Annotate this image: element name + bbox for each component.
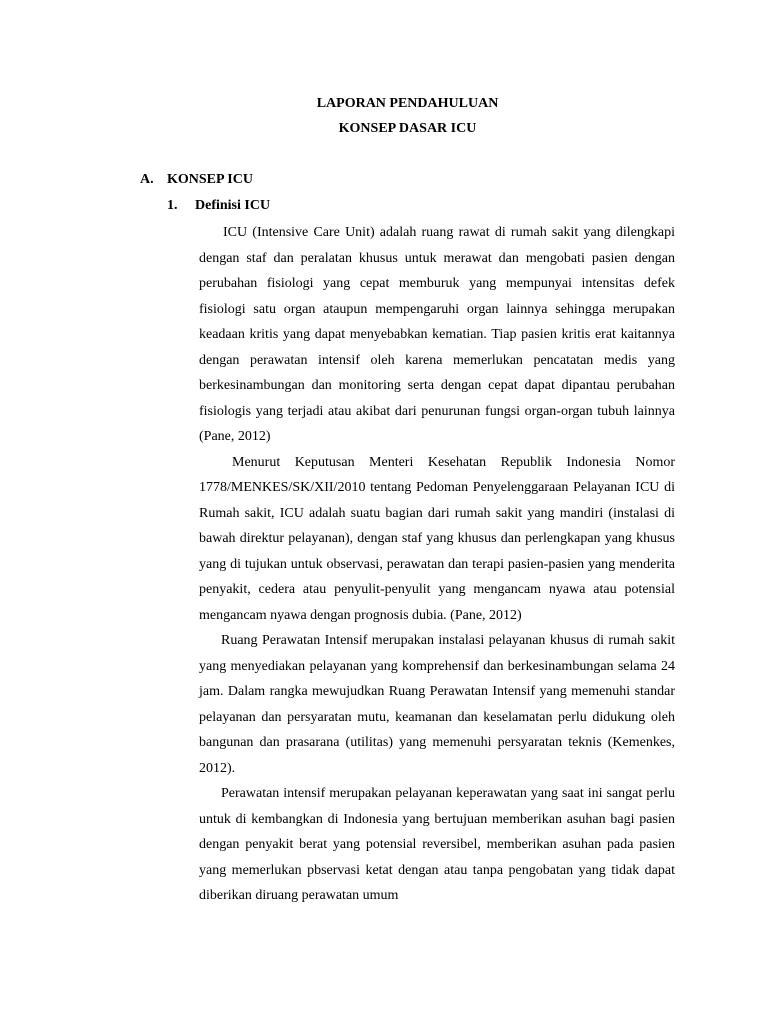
paragraph-definition: ICU (Intensive Care Unit) adalah ruang rawat di rumah sakit yang dilengkapi dengan staf dan peralatan khusus untuk merawat dan mengobati pasien dengan perubahan fisiologi yang cepat memburuk yang mempunyai intensitas defek fisiologi satu organ ataupun mempengaruhi organ lainnya sehingga merupakan keadaan kritis yang dapat menyebabkan kematian. Tiap pasien kritis erat kaitannya dengan perawatan intensif oleh karena memerlukan pencatatan medis yang berkesinambungan dan monitoring serta dengan cepat dapat dipantau perubahan fisiologis yang terjadi atau akibat dari penurunan fungsi organ-organ tubuh lainnya (Pane, 2012) xyxy=(199,225,675,444)
subsection-number: 1. xyxy=(167,198,178,213)
body-text xyxy=(199,220,675,909)
paragraph-ruang-perawatan: Ruang Perawatan Intensif merupakan instalasi pelayanan khusus di rumah sakit yang menyediakan pelayanan yang komprehensif dan berkesinambungan selama 24 jam. Dalam rangka mewujudkan Ruang Perawatan Intensif yang memenuhi standar pelayanan dan persyaratan mutu, keamanan dan keselamatan perlu didukung oleh bangunan dan prasarana (utilitas) yang memenuhi persyaratan teknis (Kemenkes, 2012). xyxy=(199,633,675,776)
section-letter: A. xyxy=(140,172,154,187)
subsection-heading: Definisi ICU xyxy=(195,198,271,213)
document-title: LAPORAN PENDAHULUAN xyxy=(316,96,499,111)
section-heading: KONSEP ICU xyxy=(167,172,253,187)
document-subtitle: KONSEP DASAR ICU xyxy=(338,121,477,136)
paragraph-kepmenkes: Menurut Keputusan Menteri Kesehatan Republik Indonesia Nomor 1778/MENKES/SK/XII/2010 tentang Pedoman Penyelenggaraan Pelayanan ICU di Rumah sakit, ICU adalah suatu bagian dari rumah sakit yang mandiri (instalasi di bawah direktur pelayanan), dengan staf yang khusus dan perlengkapan yang khusus yang di tujukan untuk observasi, perawatan dan terapi pasien-pasien yang menderita penyakit, cedera atau penyulit-penyulit yang mengancam nyawa atau potensial mengancam nyawa dengan prognosis dubia. (Pane, 2012) xyxy=(199,454,675,623)
paragraph-perawatan-intensif: Perawatan intensif merupakan pelayanan keperawatan yang saat ini sangat perlu untuk di kembangkan di Indonesia yang bertujuan memberikan asuhan bagi pasien dengan penyakit berat yang potensial reversibel, memberikan asuhan pada pasien yang memerlukan pbservasi ketat dengan atau tanpa pengobatan yang tidak dapat diberikan diruang perawatan umum xyxy=(199,786,675,903)
